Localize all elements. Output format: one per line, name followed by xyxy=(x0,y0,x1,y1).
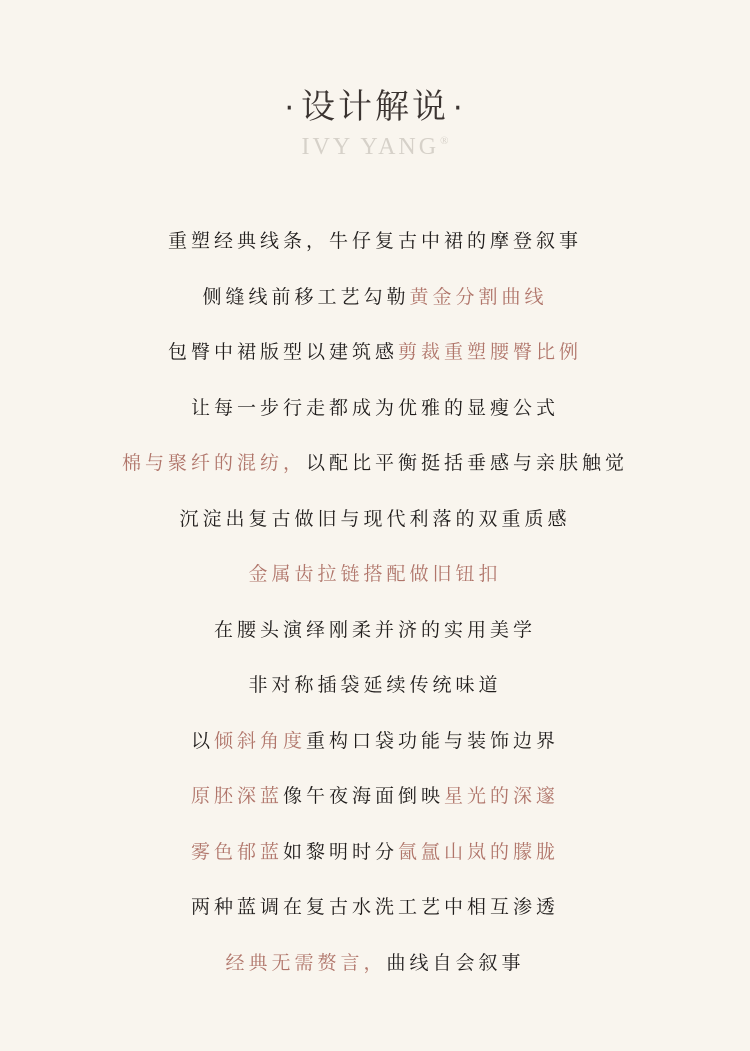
body-text: 两种蓝调在复古水洗工艺中相互渗透 xyxy=(190,896,559,918)
heading-dot-right: · xyxy=(453,91,466,126)
body-text: 重构口袋功能与装饰边界 xyxy=(306,729,560,752)
description-line xyxy=(0,492,750,548)
body-text: 在腰头演绎刚柔并济的实用美学 xyxy=(213,618,536,641)
brand-logo xyxy=(0,126,750,162)
description-line xyxy=(0,381,750,437)
description-line xyxy=(0,603,750,659)
highlight-text: 倾斜角度 xyxy=(213,729,306,752)
highlight-text: 星光的深邃 xyxy=(444,785,560,807)
description-line xyxy=(0,714,750,770)
highlight-text: 黄金分割曲线 xyxy=(409,285,548,308)
body-text: 以配比平衡挺括垂感与亲肤触觉 xyxy=(306,452,629,474)
description-line xyxy=(0,547,750,603)
body-text: 包臀中裙版型以建筑感 xyxy=(167,341,398,363)
highlight-text: 原胚深蓝 xyxy=(190,785,283,807)
heading-dot-left: · xyxy=(284,91,297,126)
description-line xyxy=(0,658,750,714)
highlight-text: 氤氲山岚的朦胧 xyxy=(398,840,560,863)
body-text: 非对称插袋延续传统味道 xyxy=(248,674,502,696)
body-text: 像午夜海面倒映 xyxy=(282,785,444,807)
body-text: 沉淀出复古做旧与现代利落的双重质感 xyxy=(179,507,571,530)
description-line xyxy=(0,880,750,936)
body-text: 曲线自会叙事 xyxy=(386,951,525,974)
highlight-text: 雾色郁蓝 xyxy=(190,840,283,863)
body-text: 重塑经典线条，牛仔复古中裙的摩登叙事 xyxy=(167,230,582,252)
description-line xyxy=(0,769,750,825)
description-line xyxy=(0,325,750,381)
description-lines xyxy=(0,214,750,991)
registered-mark: ® xyxy=(440,135,449,147)
body-text: 如黎明时分 xyxy=(282,840,398,863)
highlight-text: 棉与聚纤的混纺， xyxy=(121,452,306,474)
description-line xyxy=(0,936,750,992)
description-line xyxy=(0,214,750,270)
description-line xyxy=(0,270,750,326)
highlight-text: 剪裁重塑腰臀比例 xyxy=(398,341,583,363)
body-text: 侧缝线前移工艺勾勒 xyxy=(202,285,410,308)
description-line xyxy=(0,436,750,492)
brand-name: IVY YANG xyxy=(301,134,440,160)
highlight-text: 经典无需赘言， xyxy=(225,951,387,974)
body-text: 让每一步行走都成为优雅的显瘦公式 xyxy=(190,396,559,419)
heading-title: 设计解说 xyxy=(301,87,449,127)
description-line xyxy=(0,825,750,881)
body-text: 以 xyxy=(190,729,214,752)
highlight-text: 金属齿拉链搭配做旧钮扣 xyxy=(248,563,502,585)
